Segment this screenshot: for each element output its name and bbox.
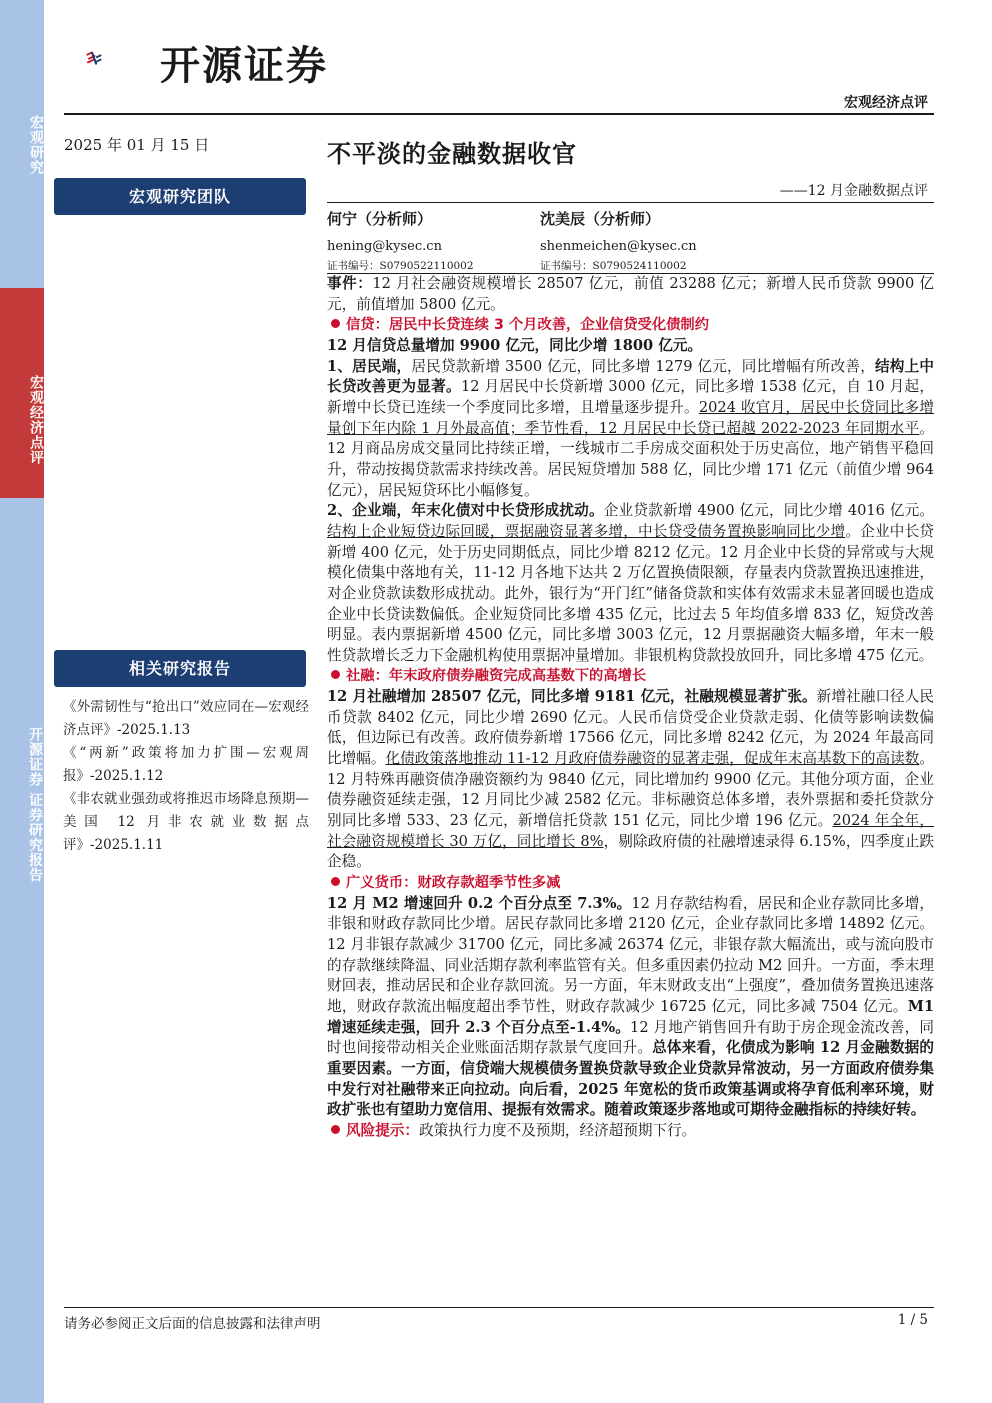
bold-text: 12 月 M2 增速回升 0.2 个百分点至 7.3%。	[327, 894, 632, 912]
side-strip	[0, 0, 44, 1403]
underlined-text: 结构上企业短贷边际回暖，票据融资显著多增，中长贷受债务置换影响同比少增	[327, 522, 846, 540]
risk-warning	[327, 1121, 934, 1142]
bullet-dot-icon	[331, 319, 340, 328]
section-heading-text: 广义货币：财政存款超季节性多减	[346, 875, 561, 892]
body-text: 企业贷款新增 4900 亿元，同比少增 4016 亿元。	[603, 502, 934, 520]
page-subtitle: ——12 月金融数据点评	[779, 183, 928, 199]
kysec-logo-icon	[84, 26, 164, 90]
analyst-name: 何宁（分析师）	[327, 210, 433, 228]
analyst-card	[327, 208, 527, 274]
body-text: 新增社融口径人民币贷款 8402 亿元，同比少增 2690 亿元。人民币信贷受企业贷款走弱、化债等影响读数偏低，但边际已有改善。政府债券新增 17566 亿元，同比多增 8242 亿元，为 2024 年最高同比增幅。	[327, 688, 934, 768]
disclaimer-note: 请务必参阅正文后面的信息披露和法律声明	[64, 1316, 321, 1332]
credit-lead	[327, 336, 934, 357]
bullet-dot-icon	[331, 670, 340, 679]
household-paragraph	[327, 357, 934, 502]
bullet-dot-icon	[331, 1125, 340, 1134]
underlined-text: 2024 年全年，社会融资规模增长 30 万亿，同比增长 8%	[327, 812, 934, 850]
bold-text: M1 增速延续走强，回升 2.3 个百分点至-1.4%。	[327, 997, 934, 1036]
related-reports-list	[63, 696, 309, 857]
analyst-name: 沈美辰（分析师）	[540, 210, 661, 228]
analyst-email[interactable]: shenmeichen@kysec.cn	[540, 239, 697, 254]
bold-text: 12 月社融增加 28507 亿元，同比多增 9181 亿元，社融规模显著扩张。	[327, 688, 817, 706]
event-label: 事件：	[327, 275, 373, 292]
corporate-paragraph	[327, 501, 934, 666]
analyst-email[interactable]: hening@kysec.cn	[327, 239, 442, 254]
event-paragraph	[327, 274, 934, 315]
underlined-text: 化债政策落地推动 11-12 月政府债券融资的显著走强，促成年末高基数下的高读数	[385, 750, 920, 768]
report-date: 2025 年 01 月 15 日	[64, 136, 210, 154]
bullet-dot-icon	[331, 877, 340, 886]
event-text: 12 月社会融资规模增长 28507 亿元，前值 23288 亿元；新增人民币贷款 9900 亿元，前值增加 5800 亿元。	[327, 275, 934, 313]
footer-rule	[64, 1307, 934, 1308]
section-credit-heading	[327, 315, 934, 336]
header-rule	[64, 113, 934, 115]
side-tab-macro-comment: 宏观经济点评	[28, 375, 44, 465]
section-heading-text: 社融：年末政府债券融资完成高基数下的高增长	[346, 668, 647, 685]
analyst-cert: 证书编号：S0790524110002	[540, 260, 687, 272]
lead-text: 12 月信贷总量增加 9900 亿元，同比少增 1800 亿元。	[327, 336, 703, 354]
page-title: 不平淡的金融数据收官	[327, 139, 577, 168]
page-number: 1 / 5	[897, 1312, 928, 1328]
body-text: ，剔除政府债的社融增速录得 6.15%，四季度止跌企稳。	[327, 832, 934, 871]
team-label: 宏观研究团队	[54, 178, 306, 215]
bold-text: 1、居民端，	[327, 357, 412, 375]
section-tsf-heading	[327, 666, 934, 687]
related-report-link[interactable]: 《“两新”政策将加力扩围—宏观周报》-2025.1.12	[63, 745, 309, 784]
body-text: 12 月居民中长贷新增 3000 亿元，同比多增 1538 亿元，自 10 月起，新增中长贷已连续一个季度同比多增，且增量逐步提升。	[327, 378, 934, 416]
risk-label: 风险提示：	[346, 1121, 419, 1139]
section-heading-text: 信贷：居民中长贷连续 3 个月改善，企业信贷受化债制约	[346, 317, 710, 334]
section-m2-heading	[327, 873, 934, 894]
body-text: 。企业中长贷新增 400 亿元，处于历史同期低点，同比少增 8212 亿元。12 月企业中长贷的异常或与大规模化债集中落地有关，11-12 月各地下达共 2 万亿置换债限额，存量表内贷款置换迅速推进，对企业贷款读数形成扰动。此外，银行为“开门红”储备贷款和实体有效需求未显著回暖也造成企业中长贷读数偏低。企业短贷同比多增 435 亿元，比过去 5 年均值多增 833 亿，短贷改善明显。表内票据新增 4500 亿元，同比多增 3003 亿元，12 月票据融资大幅多增，年末一般性贷款增长乏力下金融机构使用票据冲量增加。非银机构贷款投放回升，同比多增 475 亿元。	[327, 522, 934, 664]
underlined-text: 2024 收官月，居民中长贷同比多增量创下年内除 1 月外最高值；季节性看，12 月居民中长贷已超越 2022-2023 年同期水平	[327, 398, 934, 437]
body-text: 。12 月商品房成交量同比持续正增，一线城市二手房成交面积处于历史高位，地产销售平稳回升，带动按揭贷款需求持续改善。居民短贷增加 588 亿，同比少增 171 亿元（前值少增 964 亿元），居民短贷环比小幅修复。	[327, 419, 934, 499]
related-report-link[interactable]: 《非农就业强劲或将推迟市场降息预期—美国 12 月非农就业数据点评》-2025.1.11	[63, 791, 309, 853]
risk-text: 政策执行力度不及预期，经济超预期下行。	[418, 1121, 697, 1139]
subtitle-rule	[327, 202, 934, 203]
doc-type: 宏观经济点评	[844, 95, 928, 111]
analyst-card	[540, 208, 760, 274]
bold-text: 总体来看，化债成为影响 12 月金融数据的重要因素。一方面，信贷端大规模债务置换贷款导致企业贷款异常波动，另一方面政府债券集中发行对社融带来正向拉动。向后看，2025 年宽松的货币政策基调或将孕育低利率环境，财政扩张也有望助力宽信用、提振有效需求。随着政策逐步落地或可期待金融指标的持续好转。	[327, 1039, 934, 1119]
report-body	[327, 274, 934, 1142]
side-tab-kysec-report: 开源证券 证券研究报告	[27, 727, 43, 883]
body-text: 居民贷款新增 3500 亿元，同比多增 1279 亿元，同比增幅有所改善，	[411, 357, 875, 375]
related-report-link[interactable]: 《外需韧性与“抢出口”效应同在—宏观经济点评》-2025.1.13	[63, 699, 309, 738]
m2-paragraph	[327, 894, 934, 1121]
bold-text: 2、企业端，年末化债对中长贷形成扰动。	[327, 502, 604, 520]
body-text: 12 月地产销售回升有助于房企现金流改善，同时也间接带动相关企业账面活期存款景气度回升。	[327, 1018, 934, 1057]
body-text: 12 月存款结构看，居民和企业存款同比多增，非银和财政存款同比少增。居民存款同比多增 2120 亿元，企业存款同比多增 14892 亿元。12 月非银存款减少 31700 亿元，同比多减 26374 亿元，非银存款大幅流出，或与流向股市的存款继续降温、同业活期存款利率监管有关。但多重因素仍拉动 M2 回升。一方面，季末理财回表，推动居民和企业存款回流。另一方面，年末财政支出“上强度”，叠加债务置换迅速落地，财政存款流出幅度超出季节性，财政存款减少 16725 亿元，同比多减 7504 亿元。	[327, 894, 935, 1015]
bold-text: 结构上中长贷改善更为显著。	[327, 357, 934, 396]
related-reports-label: 相关研究报告	[54, 650, 306, 687]
analyst-cert: 证书编号：S0790522110002	[327, 260, 474, 272]
brand-name: 开源证券	[160, 43, 328, 89]
side-tab-macro-research: 宏观研究	[28, 115, 44, 175]
tsf-paragraph	[327, 687, 934, 873]
body-text: 。12 月特殊再融资债净融资额约为 9840 亿元，同比增加约 9900 亿元。其他分项方面，企业债券融资延续走强，12 月同比少减 2582 亿元。非标融资总体多增，表外票据和委托贷款分别同比多增 533、23 亿元，新增信托贷款 151 亿元，同比少增 196 亿元。	[327, 750, 934, 830]
